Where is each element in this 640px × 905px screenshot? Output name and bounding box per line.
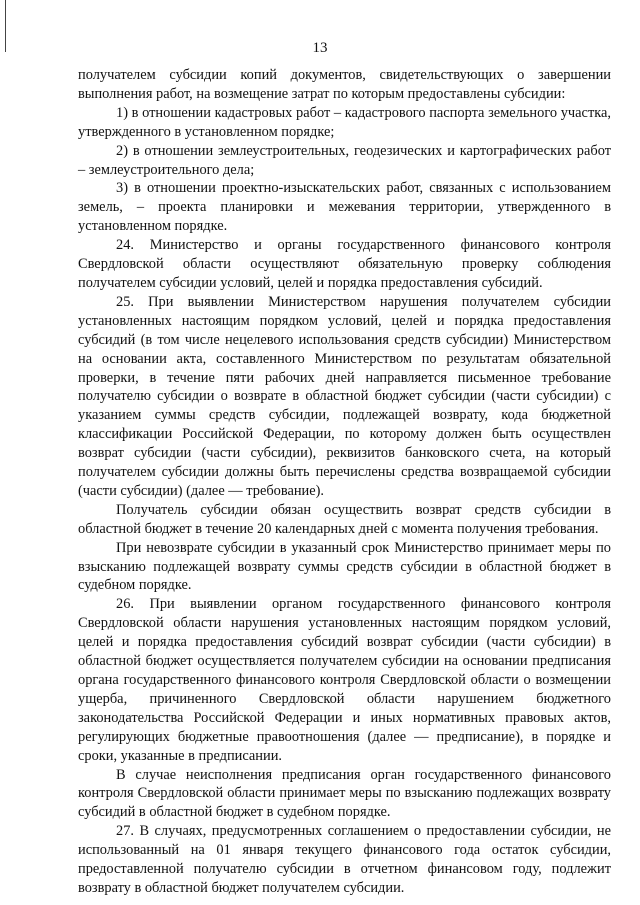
paragraph-26-nonexecution: В случае неисполнения предписания орган государственного финансового контроля Свердловской области принимает меры по взысканию подлежащих возврату субсидий в областной бюджет в судебном порядке. [78,766,611,821]
paragraph-26: 26. При выявлении органом государственного финансового контроля Свердловской области нарушения установленных настоящим порядком условий, целей и порядка предоставления субсидий возврат субсидии (части субсидии) в областной бюджет осуществляется получателем субсидии на основании предписания органа государственного финансового контроля Свердловской области о возмещении ущерба, причиненного Свердловской области нарушением бюджетного законодательства Российской Федерации и иных нормативных правовых актов, регулирующих бюджетные правоотношения (далее — предписание), в порядке и сроки, указанные в предписании. [78,596,611,764]
paragraph-item-1: 1) в отношении кадастровых работ – кадастрового паспорта земельного участка, утвержденного в установленном порядке; [78,104,611,140]
document-body [78,66,611,898]
paragraph-item-3: 3) в отношении проектно-изыскательских работ, связанных с использованием земель, – проекта планировки и межевания территории, утвержденного в установленном порядке. [78,180,611,235]
paragraph-27: 27. В случаях, предусмотренных соглашением о предоставлении субсидии, не использованный на 01 января текущего финансового года остаток субсидии, предоставленной получателю субсидии в отчетном финансовом году, подлежит возврату в областной бюджет получателем субсидии. [78,823,611,896]
paragraph-item-2: 2) в отношении землеустроительных, геодезических и картографических работ – землеустроительного дела; [78,142,611,178]
paragraph-25-return-duty: Получатель субсидии обязан осуществить возврат средств субсидии в областной бюджет в течение 20 календарных дней с момента получения требования. [78,501,611,537]
paragraph-continuation: получателем субсидии копий документов, свидетельствующих о завершении выполнения работ, на возмещение затрат по которым предоставлены субсидии: [78,67,611,102]
paragraph-25: 25. При выявлении Министерством нарушения получателем субсидии установленных настоящим порядком условий, целей и порядка предоставления субсидий (в том числе нецелевого использования средств субсидии) Министерством на основании акта, составленного Министерством по результатам обязательной проверки, в течение пяти рабочих дней направляется письменное требование получателю субсидии о возврате в областной бюджет субсидии (части субсидии) с указанием суммы средств субсидии, подлежащей возврату, кода бюджетной классификации Российской Федерации, по которому должен быть осуществлен возврат субсидии (части субсидии), реквизитов банковского счета, на который получателем субсидии должны быть перечислены средства возвращаемой субсидии (части субсидии) (далее — требование). [78,293,611,499]
paragraph-24: 24. Министерство и органы государственного финансового контроля Свердловской области осуществляют обязательную проверку соблюдения получателем субсидии условий, целей и порядка предоставления субсидий. [78,237,611,291]
page-number: 13 [312,40,328,56]
paragraph-25-nonreturn: При невозврате субсидии в указанный срок Министерство принимает меры по взысканию подлежащей возврату суммы средств субсидии в областной бюджет в судебном порядке. [78,539,611,594]
